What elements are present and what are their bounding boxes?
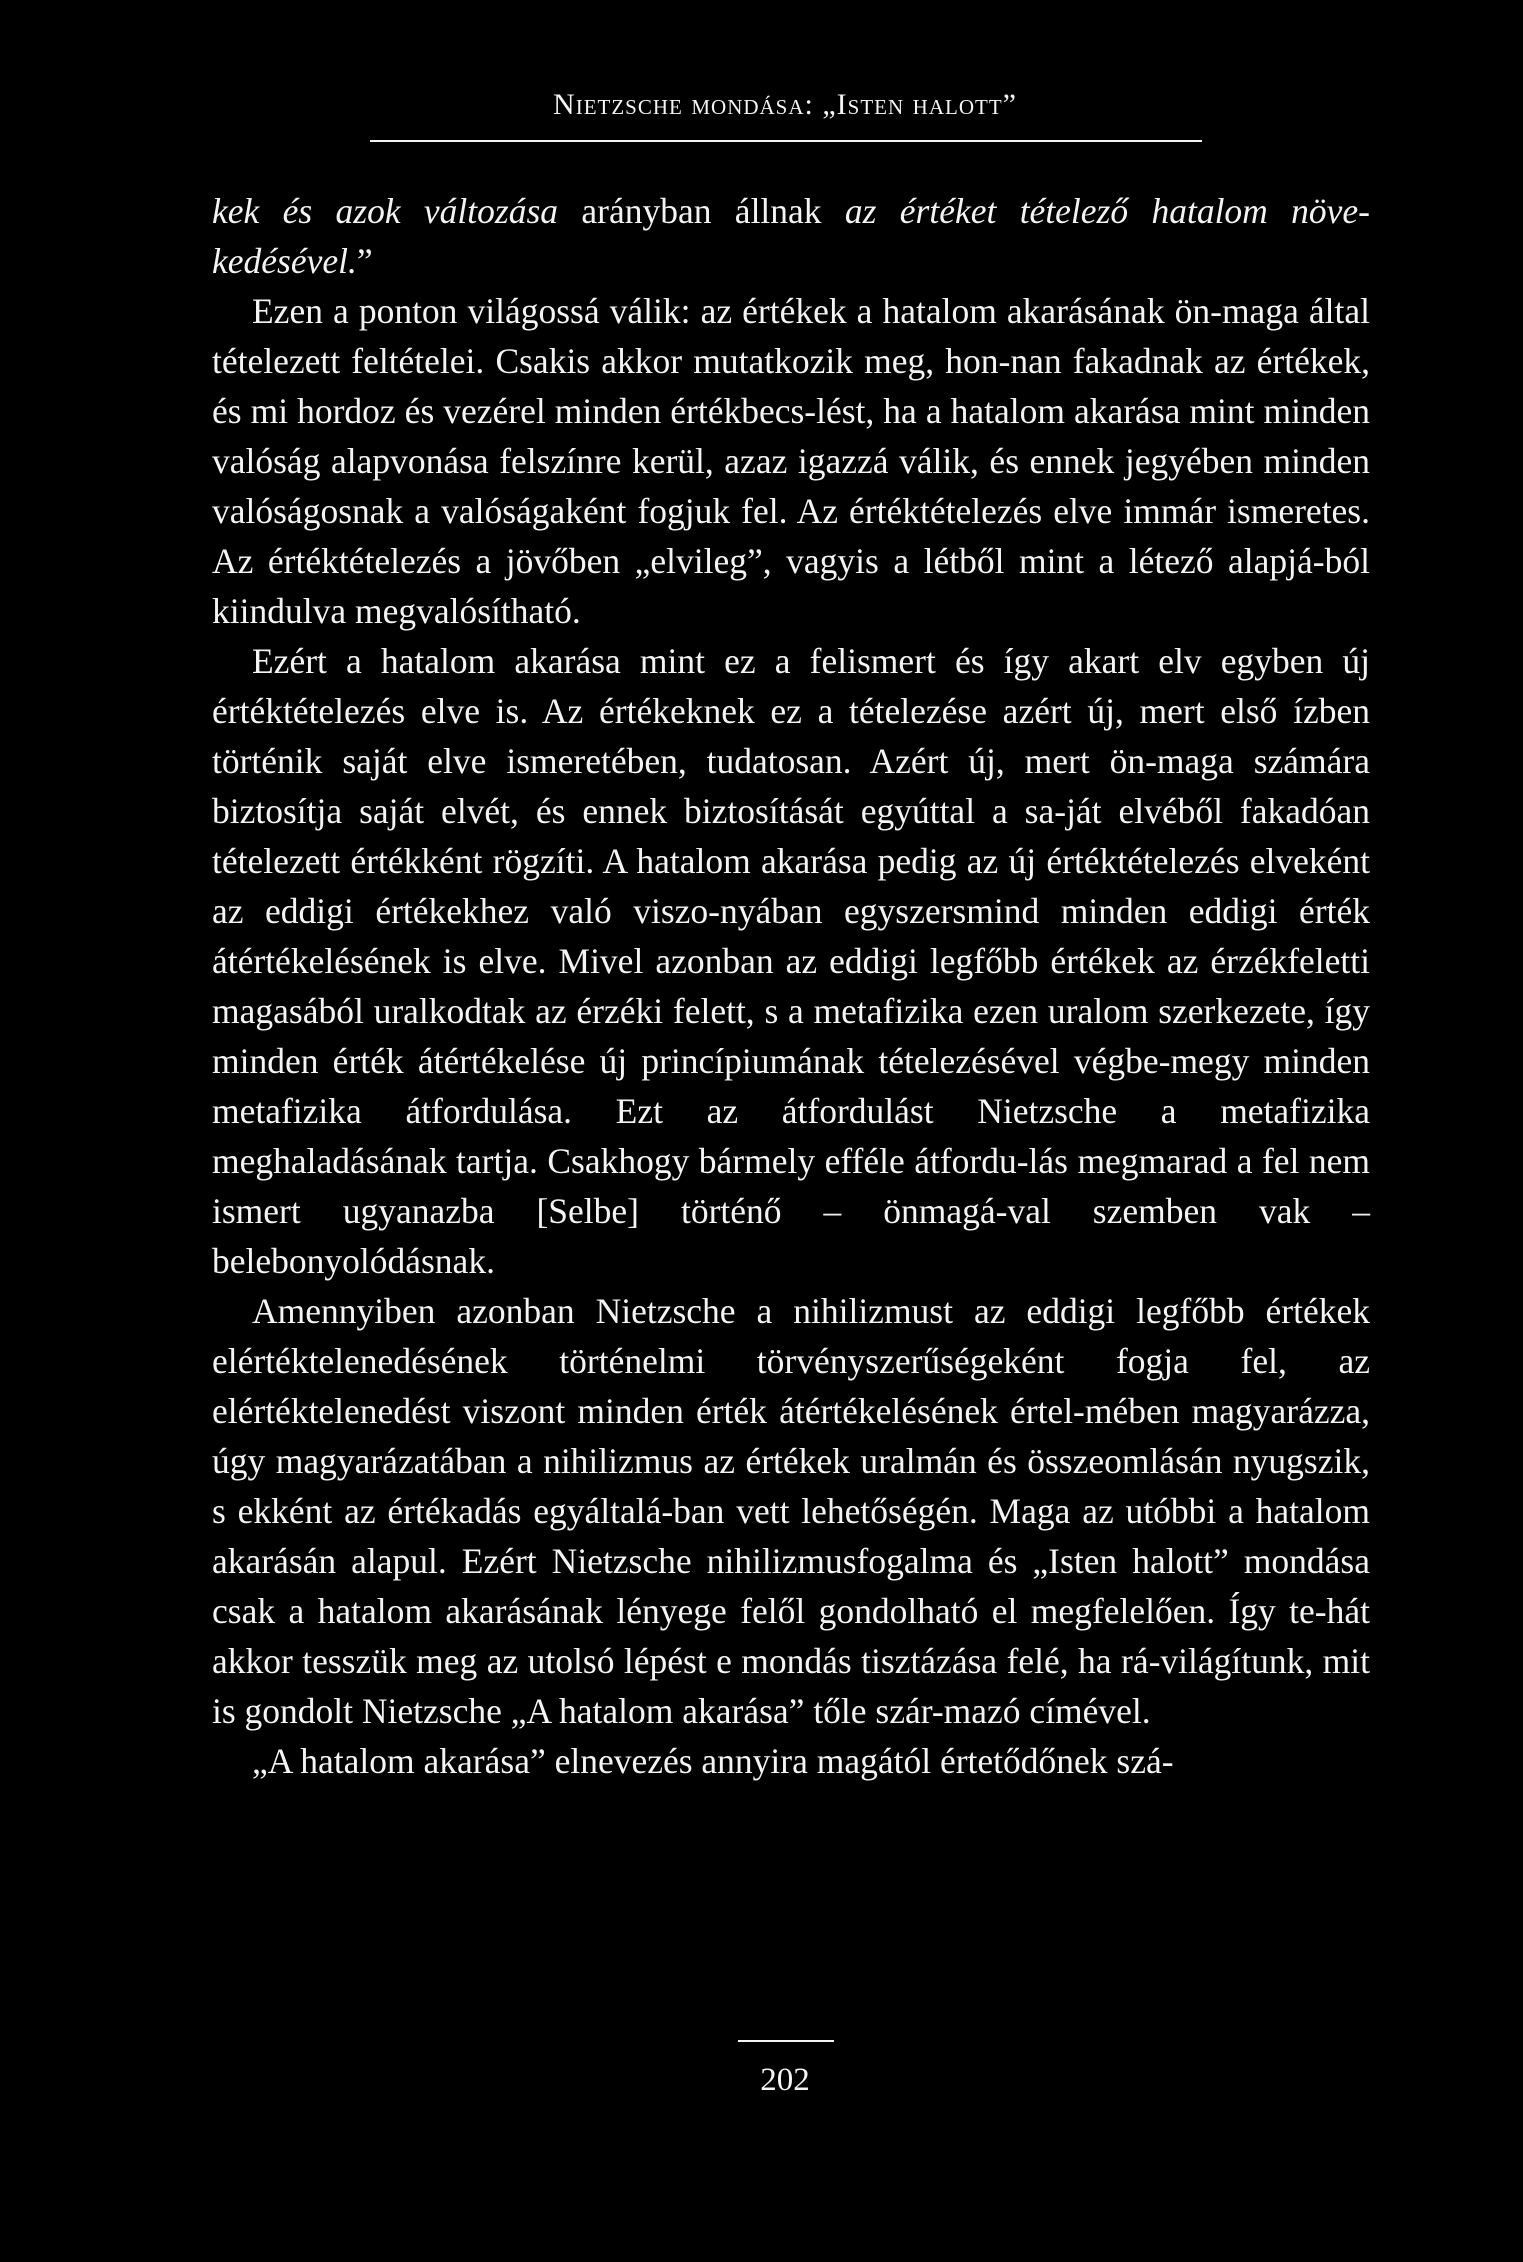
page-number: 202 bbox=[760, 2062, 810, 2098]
paragraph: Ezen a ponton világossá válik: az értékek a hatalom akarásának ön-maga által tételezett feltételei. Csakis akkor mutatkozik meg, hon-nan fakadnak az értékek, és mi hordoz és vezérel minden értékbecs-lést, ha a hatalom akarása mint minden valóság alapvonása felszínre kerül, azaz igazzá válik, és ennek jegyében minden valóságosnak a valóságaként fogjuk fel. Az értéktételezés elve immár ismeretes. Az értéktételezés a jövőben „elvileg”, vagyis a létből mint a létező alapjá-ból kiindulva megvalósítható. bbox=[212, 291, 1370, 631]
paragraph: Amennyiben azonban Nietzsche a nihilizmust az eddigi legfőbb értékek elértéktelenedésének történelmi törvényszerűségeként fogja fel, az elértéktelenedést viszont minden érték átértékelésének értel-mében magyarázza, úgy magyarázatában a nihilizmus az értékek uralmán és összeomlásán nyugszik, s ekként az értékadás egyáltalá-ban vett lehetőségén. Maga az utóbbi a hatalom akarásán alapul. Ezért Nietzsche nihilizmusfogalma és „Isten halott” mondása csak a hatalom akarásának lényege felől gondolható el megfelelően. Így te-hát akkor tesszük meg az utolsó lépést e mondás tisztázása felé, ha rá-világítunk, mit is gondolt Nietzsche „A hatalom akarása” tőle szár-mazó címével. bbox=[212, 1291, 1370, 1731]
footer-rule bbox=[738, 2040, 834, 2042]
body-text bbox=[212, 186, 1370, 1786]
running-head: Nietzsche mondása: „Isten halott” bbox=[553, 88, 1017, 121]
italic-phrase: kek és azok változása bbox=[212, 191, 559, 231]
paragraph: Ezért a hatalom akarása mint ez a felismert és így akart elv egyben új értéktételezés elve is. Az értékeknek ez a tételezése azért új, mert első ízben történik saját elve ismeretében, tudatosan. Azért új, mert ön-maga számára biztosítja saját elvét, és ennek biztosítását egyúttal a sa-ját elvéből fakadóan tételezett értékként rögzíti. A hatalom akarása pedig az új értéktételezés elveként az eddigi értékekhez való viszo-nyában egyszersmind minden eddigi érték átértékelésének is elve. Mivel azonban az eddigi legfőbb értékek az érzékfeletti magasából uralkodtak az érzéki felett, s a metafizika ezen uralom szerkezete, így minden érték átértékelése új princípiumának tételezésével végbe-megy minden metafizika átfordulása. Ezt az átfordulást Nietzsche a metafizika meghaladásának tartja. Csakhogy bármely efféle átfordu-lás megmarad a fel nem ismert ugyanazba [Selbe] történő – önmagá-val szemben vak – belebonyolódásnak. bbox=[212, 641, 1370, 1281]
paragraph-continuation bbox=[212, 186, 1370, 286]
paragraph: „A hatalom akarása” elnevezés annyira magától értetődőnek szá- bbox=[252, 1741, 1174, 1781]
text-run: arányban állnak bbox=[558, 191, 845, 231]
closing-quote: ” bbox=[356, 241, 373, 281]
italic-phrase: az értéket tételező hatalom növe-kedésével. bbox=[212, 191, 1370, 281]
header-rule bbox=[370, 140, 1202, 142]
